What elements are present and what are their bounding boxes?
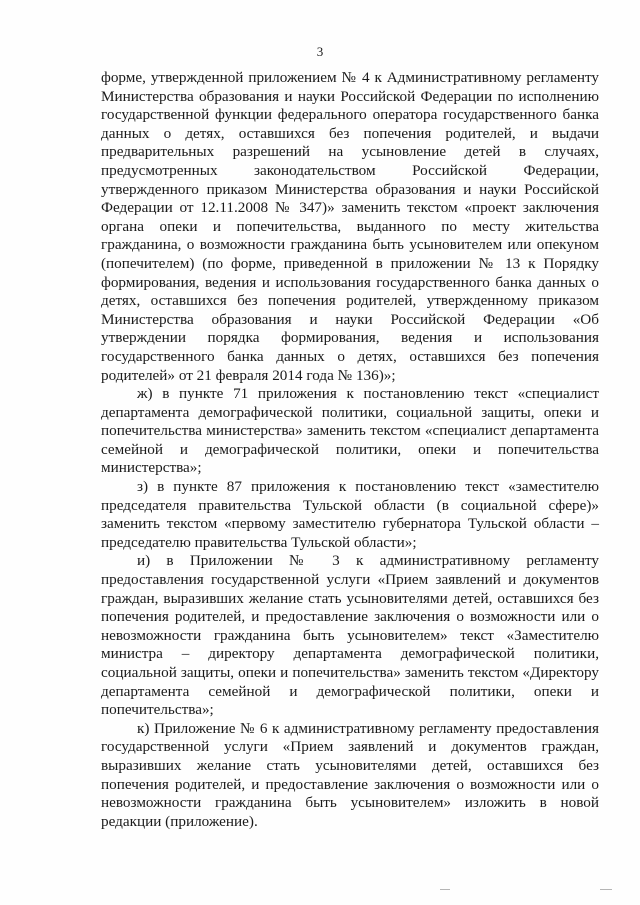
paragraph-item-zh: ж) в пункте 71 приложения к постановлению текст «специалист департамента демографической политики, социальной защиты, опеки и попечительства министерства» заменить текстом «специалист департамента семейной и демографической политики, опеки и попечительства министерства»; [101, 385, 599, 477]
paragraph-item-i: и) в Приложении № 3 к административному регламенту предоставления государственной услуги «Прием заявлений и документов граждан, выразивших желание стать усыновителями детей, оставшихся без попечения родителей, и предоставление заключения о возможности или о невозможности гражданина быть усыновителем» текст «Заместителю министра – директору департамента демографической политики, социальной защиты, опеки и попечительства» заменить текстом «Директору департамента семейной и демографической политики, опеки и попечительства»; [101, 552, 599, 719]
scan-artifact [600, 889, 612, 890]
paragraph-item-z: з) в пункте 87 приложения к постановлению текст «заместителю председателя правительства Тульской области (в социальной сфере)» заменить текстом «первому заместителю губернатора Тульской области – председателю правительства Тульской области»; [101, 478, 599, 551]
paragraph-item-k: к) Приложение № 6 к административному регламенту предоставления государственной услуги «Прием заявлений и документов граждан, выразивших желание стать усыновителями детей, оставшихся без попечения родителей, и предоставление заключения о возможности или о невозможности гражданина быть усыновителем» изложить в новой редакции (приложение). [101, 719, 599, 830]
paragraph-continuation: форме, утвержденной приложением № 4 к Административному регламенту Министерства образования и науки Российской Федерации по исполнению государственной функции федерального оператора государственного банка данных о детях, оставшихся без попечения родителей, и выдачи предварительных разрешений на усыновление детей в случаях, предусмотренных законодательством Российской Федерации, утвержденного приказом Министерства образования и науки Российской Федерации от 12.11.2008 № 347)» заменить текстом «проект заключения органа опеки и попечительства, выданного по месту жительства гражданина, о возможности гражданина быть усыновителем или опекуном (попечителем) (по форме, приведенной в приложении № 13 к Порядку формирования, ведения и использования государственного банка данных о детях, оставшихся без попечения родителей, утвержденному приказом Министерства образования и науки Российской Федерации «Об утверждении порядка формирования, ведения и использования государственного банка данных о детях, оставшихся без попечения родителей» от 21 февраля 2014 года № 136)»; [101, 69, 599, 384]
body-text [101, 69, 599, 831]
scan-artifact [440, 889, 450, 890]
page-number: 3 [316, 44, 324, 59]
